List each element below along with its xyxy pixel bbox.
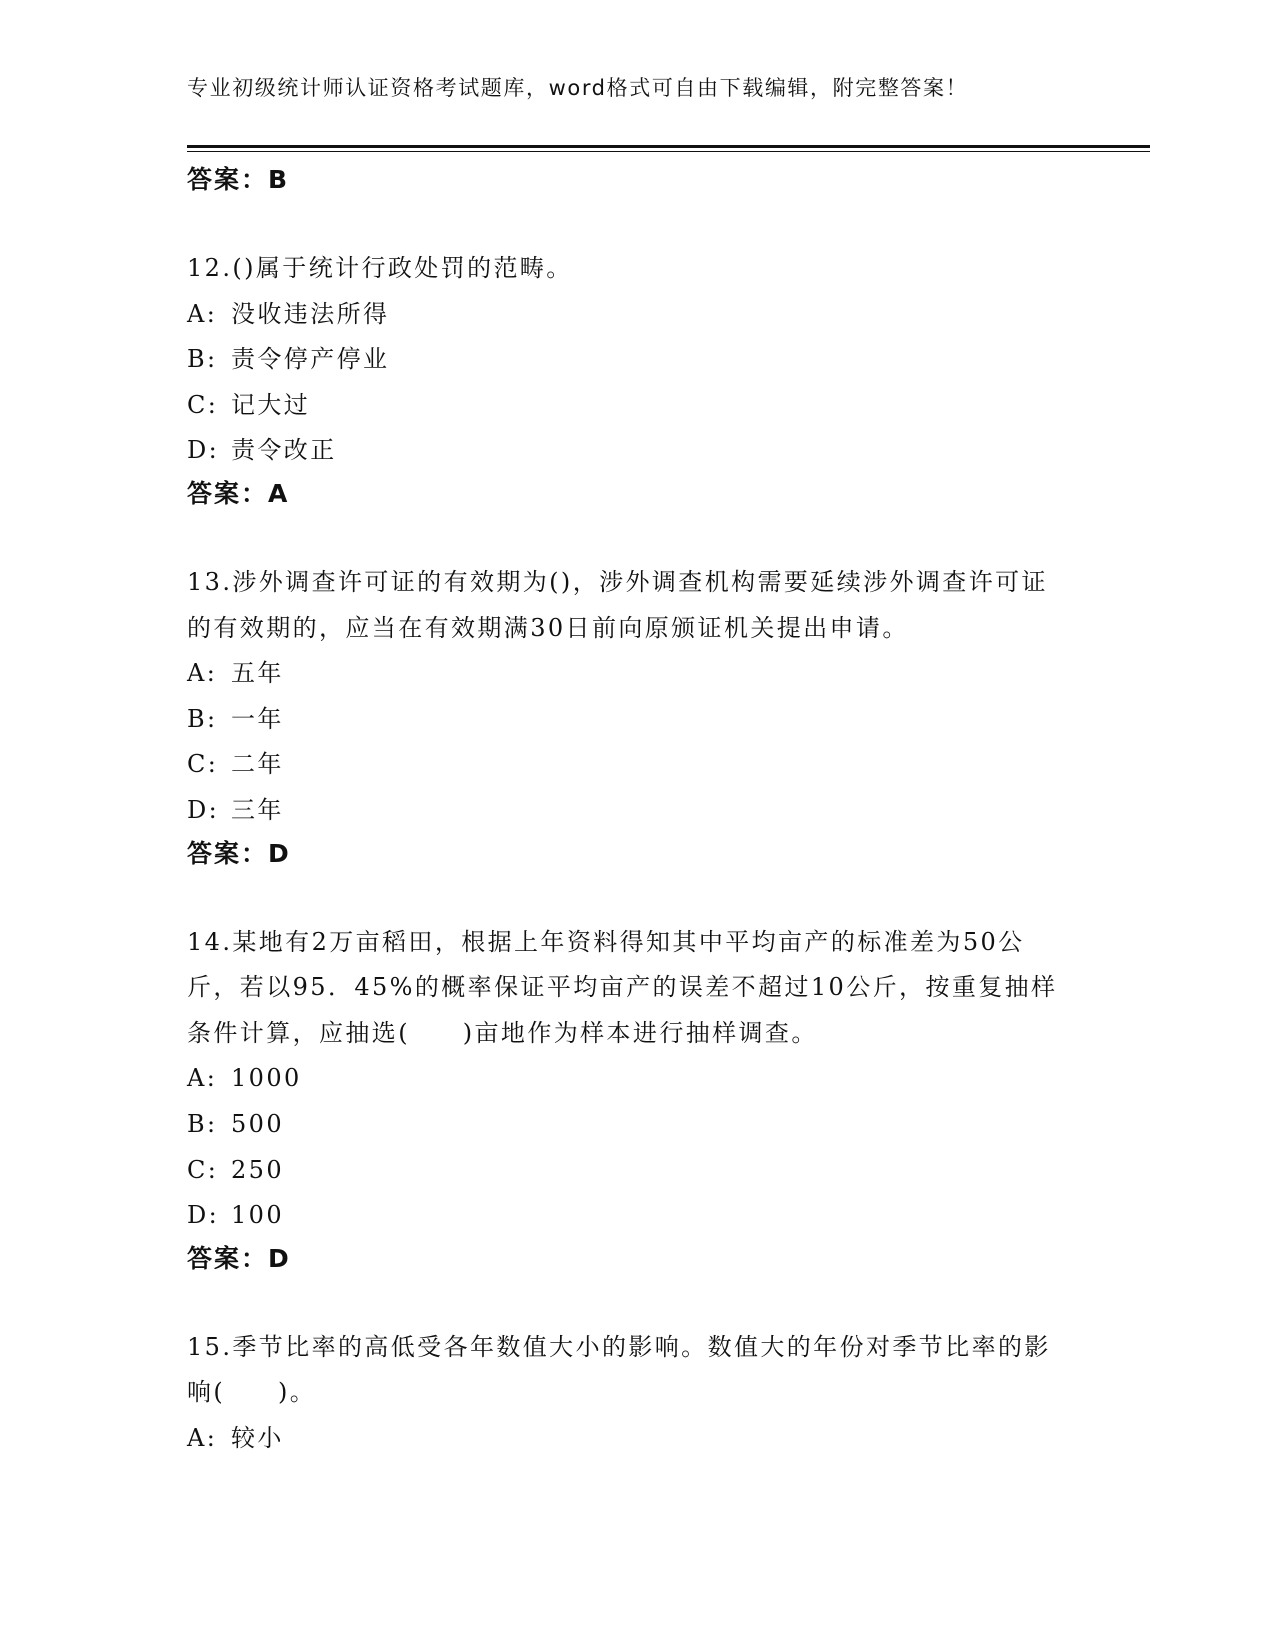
option-d (187, 428, 1087, 474)
option-b (187, 337, 1087, 383)
option-text: 250 (231, 1155, 285, 1184)
question-stem: 15.季节比率的高低受各年数值大小的影响。数值大的年份对季节比率的影响( )。 (187, 1332, 1051, 1407)
option-key: C: (187, 1155, 219, 1184)
option-key: A: (187, 1064, 218, 1093)
option-text: 没收违法所得 (231, 299, 390, 328)
option-text: 五年 (231, 659, 284, 688)
option-c (187, 1148, 1087, 1194)
question-stem: 12.()属于统计行政处罚的范畴。 (187, 254, 573, 282)
page-header: 专业初级统计师认证资格考试题库，word格式可自由下载编辑，附完整答案！ (187, 76, 969, 100)
option-key: A: (187, 659, 218, 688)
question-stem: 13.涉外调查许可证的有效期为()，涉外调查机构需要延续涉外调查许可证的有效期的，应当在有效期满30日前向原颁证机关提出申请。 (187, 567, 1048, 642)
answer-previous: 答案：B (187, 165, 290, 194)
option-key: A: (187, 299, 218, 328)
option-a (187, 1056, 1087, 1102)
option-key: D: (187, 795, 220, 824)
option-c (187, 742, 1087, 788)
header-divider-thick (187, 145, 1150, 148)
option-text: 500 (231, 1109, 285, 1138)
option-text: 1000 (231, 1064, 302, 1093)
question-list (187, 160, 1087, 1461)
question-14 (187, 920, 1087, 1279)
question-15 (187, 1325, 1087, 1462)
option-c (187, 383, 1087, 429)
option-a (187, 1416, 1087, 1462)
spacer (187, 1279, 1087, 1325)
option-text: 一年 (231, 704, 284, 733)
option-text: 记大过 (231, 390, 311, 419)
spacer (187, 874, 1087, 920)
option-text: 责令改正 (231, 436, 337, 465)
question-13 (187, 560, 1087, 874)
question-stem: 14.某地有2万亩稻田，根据上年资料得知其中平均亩产的标准差为50公斤，若以95．45%的概率保证平均亩产的误差不超过10公斤，按重复抽样条件计算，应抽选( )亩地作为样本进行抽样调查。 (187, 927, 1058, 1047)
option-key: B: (187, 1109, 218, 1138)
option-text: 二年 (231, 750, 284, 779)
option-text: 责令停产停业 (231, 345, 390, 374)
option-b (187, 1102, 1087, 1148)
option-key: C: (187, 390, 219, 419)
option-a (187, 292, 1087, 338)
header-divider-thin (187, 151, 1150, 152)
spacer (187, 200, 1087, 246)
option-key: C: (187, 750, 219, 779)
question-12 (187, 246, 1087, 514)
answer-13: 答案：D (187, 838, 291, 868)
option-key: B: (187, 345, 218, 374)
option-d (187, 1193, 1087, 1239)
option-text: 三年 (231, 795, 284, 824)
option-key: D: (187, 436, 220, 465)
spacer (187, 514, 1087, 560)
option-key: B: (187, 704, 218, 733)
option-b (187, 697, 1087, 743)
option-d (187, 788, 1087, 834)
option-key: D: (187, 1201, 220, 1230)
option-key: A: (187, 1423, 218, 1452)
answer-12: 答案：A (187, 478, 290, 508)
option-text: 较小 (231, 1423, 284, 1452)
answer-14: 答案：D (187, 1243, 291, 1273)
option-a (187, 651, 1087, 697)
option-text: 100 (231, 1201, 285, 1230)
